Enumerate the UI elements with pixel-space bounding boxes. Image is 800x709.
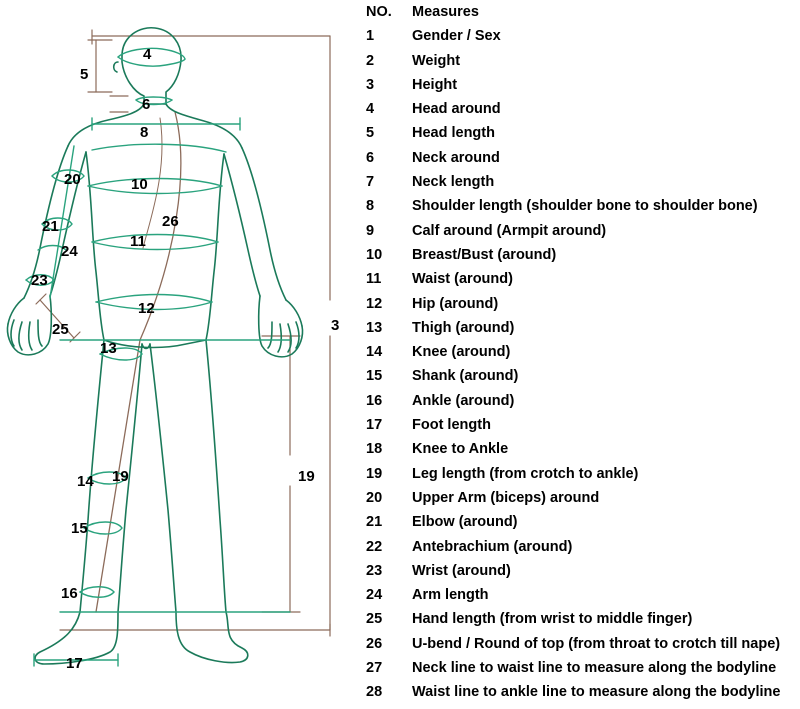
row-no: 10 <box>366 246 383 263</box>
table-row <box>360 77 800 101</box>
header-no: NO. <box>366 4 392 20</box>
diagram-label-26: 26 <box>162 213 179 230</box>
diagram-label-25: 25 <box>52 321 69 338</box>
row-no: 11 <box>366 271 382 288</box>
table-row <box>360 198 800 222</box>
row-no: 15 <box>366 368 383 385</box>
row-label: Knee (around) <box>412 344 511 361</box>
row-no: 8 <box>366 198 375 215</box>
row-label: Weight <box>412 52 461 69</box>
row-no: 16 <box>366 392 383 409</box>
row-no: 19 <box>366 465 383 482</box>
row-no: 25 <box>366 611 383 628</box>
row-no: 3 <box>366 76 375 93</box>
row-label: Head around <box>412 101 501 118</box>
row-no: 24 <box>366 587 383 604</box>
diagram-label-11: 11 <box>130 233 146 250</box>
table-row <box>360 441 800 465</box>
diagram-label-3: 3 <box>331 317 340 334</box>
diagram-label-19-right: 19 <box>298 468 315 485</box>
row-label: Foot length <box>412 417 491 434</box>
row-label: Shoulder length (shoulder bone to shoulder bone) <box>412 198 758 215</box>
row-label: Shank (around) <box>412 368 519 385</box>
measurement-lines <box>26 48 290 666</box>
dimension-lines <box>36 30 330 636</box>
table-row <box>360 611 800 635</box>
row-label: Hand length (from wrist to middle finger) <box>412 611 693 628</box>
table-row <box>360 344 800 368</box>
row-label: Arm length <box>412 587 489 604</box>
row-no: 27 <box>366 660 383 677</box>
diagram-label-6: 6 <box>142 96 151 113</box>
diagram-label-10: 10 <box>131 176 148 193</box>
row-no: 6 <box>366 149 375 166</box>
table-row <box>360 684 800 708</box>
row-no: 14 <box>366 344 383 361</box>
measures-table <box>360 0 800 701</box>
table-row <box>360 223 800 247</box>
diagram-label-20: 20 <box>64 171 81 188</box>
table-row <box>360 271 800 295</box>
table-row <box>360 28 800 52</box>
diagram-label-4: 4 <box>143 46 152 63</box>
row-label: Hip (around) <box>412 295 499 312</box>
row-no: 26 <box>366 635 383 652</box>
table-row <box>360 247 800 271</box>
row-no: 13 <box>366 319 383 336</box>
row-label: Antebrachium (around) <box>412 538 573 555</box>
diagram-label-13: 13 <box>100 340 117 357</box>
diagram-label-21: 21 <box>42 218 59 235</box>
table-row <box>360 150 800 174</box>
row-label: U-bend / Round of top (from throat to crotch till nape) <box>412 635 781 652</box>
row-no: 1 <box>366 28 375 45</box>
table-row <box>360 490 800 514</box>
table-row <box>360 125 800 149</box>
row-no: 12 <box>366 295 383 312</box>
diagram-label-19-left: 19 <box>112 468 129 485</box>
table-row <box>360 174 800 198</box>
row-label: Waist line to ankle line to measure along the bodyline <box>412 684 781 701</box>
table-row <box>360 466 800 490</box>
row-label: Head length <box>412 125 495 142</box>
body-outline <box>7 28 302 664</box>
row-no: 17 <box>366 417 383 434</box>
row-label: Neck length <box>412 174 495 191</box>
row-no: 5 <box>366 125 375 142</box>
table-row <box>360 636 800 660</box>
row-no: 18 <box>366 441 383 458</box>
row-label: Calf around (Armpit around) <box>412 222 607 239</box>
body-diagram-svg <box>0 0 360 684</box>
row-label: Waist (around) <box>412 271 513 288</box>
row-label: Neck line to waist line to measure along the bodyline <box>412 660 777 677</box>
table-row <box>360 101 800 125</box>
table-row <box>360 296 800 320</box>
table-row <box>360 368 800 392</box>
diagram-label-17: 17 <box>66 655 83 672</box>
diagram-label-5: 5 <box>80 66 89 83</box>
row-no: 22 <box>366 538 383 555</box>
row-no: 21 <box>366 514 383 531</box>
row-label: Leg length (from crotch to ankle) <box>412 465 639 482</box>
table-row <box>360 320 800 344</box>
row-no: 2 <box>366 52 375 69</box>
table-row <box>360 539 800 563</box>
table-row <box>360 660 800 684</box>
diagram-label-23: 23 <box>31 272 48 289</box>
table-row <box>360 514 800 538</box>
row-no: 23 <box>366 562 383 579</box>
row-label: Thigh (around) <box>412 319 515 336</box>
row-label: Elbow (around) <box>412 514 518 531</box>
row-no: 4 <box>366 101 375 118</box>
row-no: 28 <box>366 684 383 701</box>
row-label: Ankle (around) <box>412 392 515 409</box>
diagram-label-12: 12 <box>138 300 155 317</box>
header-measures: Measures <box>412 4 479 20</box>
row-label: Gender / Sex <box>412 28 501 45</box>
diagram-label-16: 16 <box>61 585 78 602</box>
row-no: 9 <box>366 222 375 239</box>
table-row <box>360 563 800 587</box>
row-no: 7 <box>366 174 375 191</box>
diagram-label-8: 8 <box>140 124 149 141</box>
diagram-label-14: 14 <box>77 473 94 490</box>
table-row <box>360 587 800 611</box>
diagram-label-24: 24 <box>61 243 78 260</box>
table-row <box>360 393 800 417</box>
row-label: Knee to Ankle <box>412 441 509 458</box>
row-no: 20 <box>366 489 383 506</box>
row-label: Upper Arm (biceps) around <box>412 489 600 506</box>
table-row <box>360 417 800 441</box>
table-header-row <box>360 4 800 28</box>
row-label: Neck around <box>412 149 500 166</box>
table-row <box>360 53 800 77</box>
row-label: Breast/Bust (around) <box>412 246 557 263</box>
body-diagram <box>0 0 360 684</box>
diagram-label-15: 15 <box>71 520 88 537</box>
row-label: Height <box>412 76 458 93</box>
row-label: Wrist (around) <box>412 562 511 579</box>
